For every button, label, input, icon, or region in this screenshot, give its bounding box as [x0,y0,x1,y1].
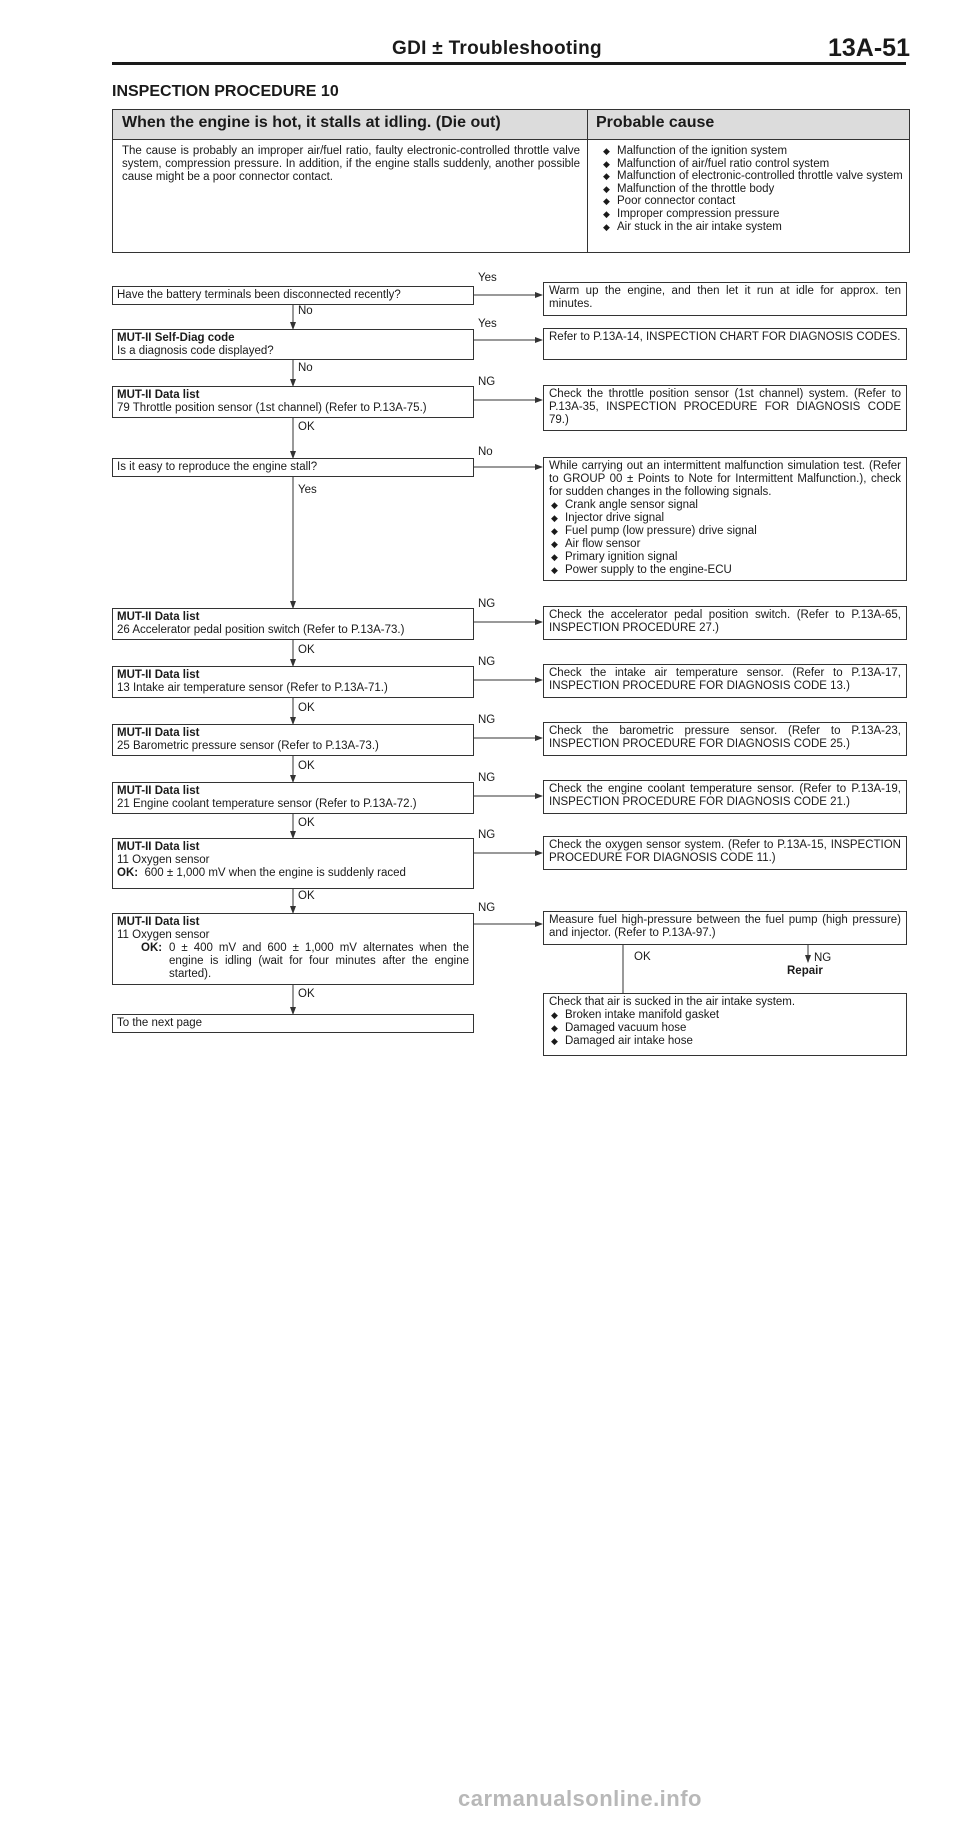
branch-label-ok: OK [298,760,315,772]
step-question: Have the battery terminals been disconnected recently? [117,289,401,301]
ok-criteria-label: OK: [141,942,163,954]
signal-item: ◆ Air flow sensor [549,538,901,551]
branch-label-ng: NG [478,772,496,784]
branch-label-ng: NG [478,714,496,726]
throttle-position-data-box [112,386,474,418]
intake-air-temp-check-box [543,664,907,698]
accelerator-pedal-data-box [112,608,474,640]
fuel-high-pressure-box [543,911,907,945]
diagnosis-code-chart-box [543,328,907,360]
step-result: Check the intake air temperature sensor. (Refer to P.13A-17, INSPECTION PROCEDURE FOR DIAGNOSIS CODE 13.) [549,667,901,692]
procedure-title: INSPECTION PROCEDURE 10 [112,83,339,100]
cause-item: ◆ Malfunction of air/fuel ratio control system [603,158,903,171]
ok-criteria-text: 600 ± 1,000 mV when the engine is suddenly raced [144,867,406,879]
step-result: Check the barometric pressure sensor. (Refer to P.13A-23, INSPECTION PROCEDURE FOR DIAGNOSIS CODE 25.) [549,725,901,750]
next-page-text: To the next page [117,1017,203,1029]
step-item: 21 Engine coolant temperature sensor (Refer to P.13A-72.) [117,798,417,810]
step-result: While carrying out an intermittent malfunction simulation test. (Refer to GROUP 00 ± Points to Note for Intermittent Malfunction.), check for sudden changes in the following signals. [549,460,901,498]
step-title: MUT-II Data list [117,611,200,623]
check-battery-disconnected-box [112,286,474,305]
cause-item: ◆ Malfunction of the ignition system [603,145,903,158]
branch-label-ok: OK [634,951,651,963]
branch-label-ok: OK [298,421,315,433]
step-result: Check the accelerator pedal position switch. (Refer to P.13A-65, INSPECTION PROCEDURE 27.) [549,609,901,634]
signal-list [549,499,901,577]
intake-air-temp-data-box [112,666,474,698]
ok-criteria-label: OK: [117,867,139,879]
branch-label-ok: OK [298,817,315,829]
step-item: 79 Throttle position sensor (1st channel) (Refer to P.13A-75.) [117,402,427,414]
step-item: 13 Intake air temperature sensor (Refer to P.13A-71.) [117,682,388,694]
step-item: 11 Oxygen sensor [117,854,210,866]
branch-label-ng: NG [814,952,832,964]
probable-cause-heading: Probable cause [596,114,715,131]
next-page-box [112,1014,474,1033]
branch-label-no: No [298,305,313,317]
step-question: Is it easy to reproduce the engine stall? [117,461,318,473]
oxygen-sensor-idle-data-box [112,913,474,985]
reproduce-stall-box [112,458,474,477]
ok-criteria [117,867,469,880]
branch-label-no: No [298,362,313,374]
cause-item: ◆ Malfunction of electronic-controlled throttle valve system [603,170,903,183]
step-title: MUT-II Data list [117,916,200,928]
page-header-title: GDI ± Troubleshooting [392,38,602,59]
step-title: MUT-II Data list [117,669,200,681]
cause-item: ◆ Air stuck in the air intake system [603,221,903,234]
branch-label-ng: NG [478,902,496,914]
branch-label-no: No [478,446,493,458]
ok-criteria-text: 0 ± 400 mV and 600 ± 1,000 mV alternates when the engine is idling (wait for four minutes after the engine started). [169,942,469,980]
air-intake-item: ◆ Damaged air intake hose [549,1035,901,1048]
branch-label-yes: Yes [298,484,317,496]
step-title: MUT-II Data list [117,785,200,797]
cause-item: ◆ Malfunction of the throttle body [603,183,903,196]
step-item: 25 Barometric pressure sensor (Refer to P.13A-73.) [117,740,379,752]
air-intake-list [549,1009,901,1048]
step-title: MUT-II Data list [117,841,200,853]
branch-label-ng: NG [478,598,496,610]
self-diag-code-box [112,329,474,360]
step-result: Check the engine coolant temperature sensor. (Refer to P.13A-19, INSPECTION PROCEDURE FOR DIAGNOSIS CODE 21.) [549,783,901,808]
branch-label-ng: NG [478,656,496,668]
signal-item: ◆ Primary ignition signal [549,551,901,564]
branch-label-ng: NG [478,829,496,841]
cause-item: ◆ Poor connector contact [603,195,903,208]
step-item: 26 Accelerator pedal position switch (Refer to P.13A-73.) [117,624,405,636]
intermittent-test-box [543,457,907,581]
branch-label-ng: NG [478,376,496,388]
signal-item: ◆ Crank angle sensor signal [549,499,901,512]
step-result: Check the throttle position sensor (1st channel) system. (Refer to P.13A-35, INSPECTION PROCEDURE FOR DIAGNOSIS CODE 79.) [549,388,901,426]
symptom-heading: When the engine is hot, it stalls at idling. (Die out) [122,114,501,131]
step-result: Refer to P.13A-14, INSPECTION CHART FOR DIAGNOSIS CODES. [549,331,901,343]
air-intake-check-box [543,993,907,1056]
throttle-sensor-check-box [543,385,907,431]
cause-description: The cause is probably an improper air/fuel ratio, faulty electronic-controlled throttle valve system, compression pressure. In addition, if the engine stalls suddenly, another possible cause might be a poor connector contact. [122,145,580,183]
step-result: Warm up the engine, and then let it run at idle for approx. ten minutes. [549,285,901,310]
air-intake-item: ◆ Damaged vacuum hose [549,1022,901,1035]
step-result: Check the oxygen sensor system. (Refer to P.13A-15, INSPECTION PROCEDURE FOR DIAGNOSIS CODE 11.) [549,839,901,864]
signal-item: ◆ Power supply to the engine-ECU [549,564,901,577]
accelerator-switch-check-box [543,606,907,640]
step-item: 11 Oxygen sensor [117,929,210,941]
oxygen-sensor-raced-data-box [112,838,474,889]
page-section-number: 13A-51 [828,34,910,62]
signal-item: ◆ Injector drive signal [549,512,901,525]
step-result: Measure fuel high-pressure between the fuel pump (high pressure) and injector. (Refer to P.13A-97.) [549,914,901,939]
barometric-pressure-check-box [543,722,907,756]
branch-label-ok: OK [298,988,315,1000]
branch-label-ok: OK [298,644,315,656]
footer-watermark: carmanualsonline.info [458,1786,702,1811]
ok-criteria [117,942,469,981]
step-title: MUT-II Data list [117,727,200,739]
repair-label: Repair [787,965,823,977]
step-title: MUT-II Self-Diag code [117,332,235,344]
signal-item: ◆ Fuel pump (low pressure) drive signal [549,525,901,538]
branch-label-ok: OK [298,702,315,714]
branch-label-yes: Yes [478,272,497,284]
cause-item: ◆ Improper compression pressure [603,208,903,221]
step-result: Check that air is sucked in the air intake system. [549,996,796,1008]
branch-label-yes: Yes [478,318,497,330]
coolant-temp-data-box [112,782,474,814]
warm-up-engine-box [543,282,907,316]
step-title: MUT-II Data list [117,389,200,401]
step-question: Is a diagnosis code displayed? [117,345,274,357]
barometric-pressure-data-box [112,724,474,756]
coolant-temp-check-box [543,780,907,814]
oxygen-sensor-check-box [543,836,907,870]
branch-label-ok: OK [298,890,315,902]
air-intake-item: ◆ Broken intake manifold gasket [549,1009,901,1022]
